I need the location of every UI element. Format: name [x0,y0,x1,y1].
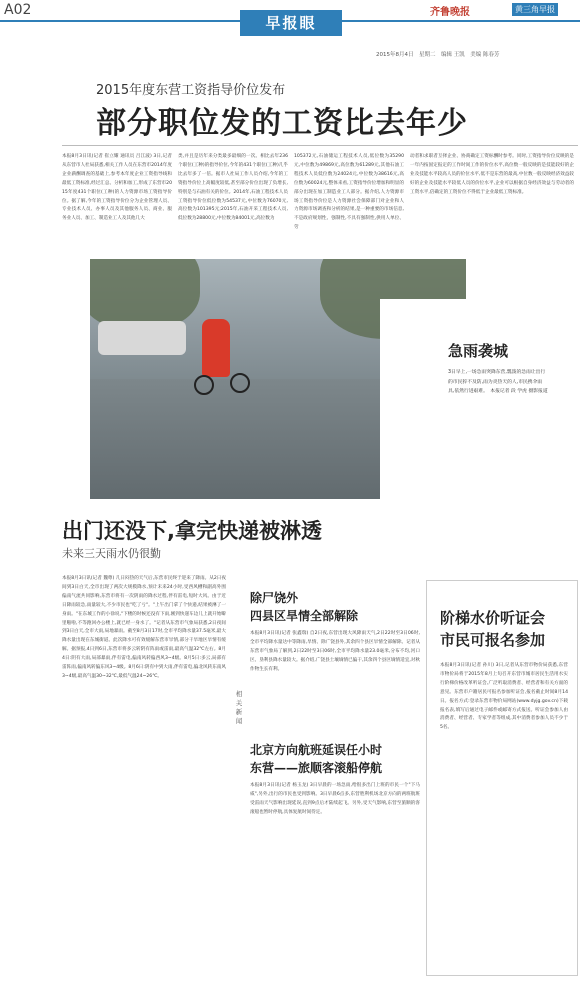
related-news-label: 相关新闻 [235,690,243,725]
photo-caption-text: 3日早上,一场急雨突降东营,瓢泼的急雨让出行的市民猝不及防,雨为炎热天的人,市民携伞雨具,依然行进艰难。 本报记者 段 学虎 摄影报道 [448,370,548,394]
article2-subtitle: 未来三天雨水仍很勤 [62,547,161,560]
page-number: A02 [4,2,32,18]
article1-subtitle: 2015年度东营工资指导价位发布 [96,83,286,98]
article4-title-line1: 北京方向航班延误任小时 [250,743,383,757]
rider-shape [202,319,230,377]
article5-title-line1: 阶梯水价听证会 [440,609,546,627]
divider [62,145,578,146]
article1-col2: 类,并且是历年来分类最多最细的一次。相比去年236个职位(工种)的指导价位,今年的431个职位(工种)几乎比去年多了一倍。据市人社局工作人员介绍,今年的工资指导价位上高幅度较低,甚至部分价位出现了负增长,特别是与石油有关的价位。2014年,石油工程技术人员工资指导价位低位数为54537元,中位数为76070元,高位数为101395元;2015年,石油开采工程技术人员,低位数为28800元,中位数为84001元,高位数为 [178,154,288,222]
section-title: 早报眼 [240,10,342,36]
rain-photo [90,259,466,499]
tree-shape [90,259,200,329]
article3-title-line1: 除尸饶外 [250,591,299,605]
article1-col1: 本报8月3日讯(记者 崔立耀 通讯员 吕江波) 3日,记者从东营市人社局获悉,相关工作人员在东营市2014年度企业薪酬调查的基础上,参考本年度企业工资指导线和最低工资标准,经过汇总、分析和加工,形成了东营市2015年度431个职位(工种)的人力资源市场工资指导价位。据了解,今年的工资指导价位分为企业管理人员、专业技术人员、办事人员及其他服务人员、商业、服务业人员、加工、制造业工人及其他几大 [62,154,172,222]
article2-body: 本报8月3日讯(记者 魏尊) 几日闷热的天气后,东营市民终于迎来了降雨。从2日夜间到3日白天,全市出现了两次大规模降水,预计未来24小时,受西风槽和副高外围偏南气流共同影响,东营市将有一次阴雨的降水过程,伴有雷电,短时大风。由于近日降雨较急,雨量较大,不少市民也"吃了亏"。"上午出门拿了个快递,结果被淋了一身雨。"在东城工作的小徐说,"下楼的时候还没有下雨,刚到快递车边儿上就开始噼里啪啦,不等跑回办公楼上,就已经一身水了。"记者从东营市气象局获悉,2日夜间到3日白天,全市大雨,局地暴雨。截至8月3日17时,全市平均降水量37.5毫米,最大降水量出现在东城街道。此次降水可有效缓解东营市旱情,部分干旱地区旱情有缓解。据预报,4日到6日,东营市将多云转阴有阵雨或雷雨,最高气温32℃左右。8月4日:阴有大雨,局部暴雨,伴有雷电,偏南风转偏西风3~4级。8月5日:多云,局部有雷阵雨,偏南风转偏东风3~4级。8月6日:阴有中到大雨,伴有雷电,偏北风转东南风3~4级,最高气温30~32℃,最低气温24~26℃。 [62,576,226,679]
newspaper-logo-tag: 黄三角早报 [512,3,558,16]
article1-title: 部分职位发的工资比去年少 [96,106,468,141]
article5-body: 本报8月3日讯(记者 孙川) 3日,记者从东营市物价局获悉,东营市物价局将于2015年8月上旬召开东营市城市居民生活用水实行阶梯价格改革听证会,广泛听取消费者、经营者和有关方面的意见。东营市户籍居民可报名参加听证会,报名截止时间8月14日。报名方式:登录东营市物价局网站(www.dyjg.gov.cn)下载报名表,填写后通过电子邮件或邮寄方式报送。听证会参加人由消费者、经营者、专家学者等组成,其中消费者参加人员不少于5名。 [440,663,568,731]
article1-col3: 105372元,石油储运工程技术人员,低位数为35290元,中位数为49869元,高位数为61289元,其他石油工程技术人员低位数为24024元,中位数为38616元,高位数为60024元,整体来看,工资指导价位增加和明显的部分出现在加工制造业工人部分。据介绍,人力资源市场工资指导价位是人力资源社会保障部门对企业和人力资源市场调查和分析的结果,是一种重要的市场信息,不是政府规划性、强制性,不具有强制性,供用人单位、劳 [294,154,404,231]
wheel-shape [230,373,250,393]
article4-title-line2: 东营——旅顺客滚船停航 [250,761,383,775]
article2-title: 出门还没下,拿完快递被淋透 [62,519,322,543]
caption-panel [380,299,466,499]
photo-caption-title: 急雨袭城 [448,342,509,360]
newspaper-logo: 齐鲁晚报 [430,7,470,18]
article3-body: 本报8月3日讯(记者 张鑫瑞) 自2日夜,东营出现大风降雨天气,2日22时至3日06时,全市平均降水量达中等降雨,旱情、除广饶县外,其余四个县区旱情全部解除。记者从东营市气象局了解到,2日22时至3日06时,全市平均降水量23.0毫米,分布不均,河口区、垦利县降水量较大。据介绍,广饶县土壤墒情已偏干,其余四个县区墒情适宜,对秋作物生长有利。 [250,631,420,672]
issue-info: 2015年8月4日 星期二 编辑 王凯 美编 陈春芳 [376,52,500,58]
car-shape [98,321,186,355]
article4-body: 本报8月3日讯(记者 杨玉龙) 3日早晨的一场急雨,给很多出门上班的市民一个"下马威",另外,出行的市民也受到影响。3日早晨6点多,东营胜利机场北京方向的两班航班受雷雨天气影响出现延误,直到9点后才陆续起飞。另外,受天气影响,东营至旅顺的客滚船也暂时停航,具体复航时间待定。 [250,783,420,815]
article1-col4: 动者和求职者互择企业、协商确定工资标酬时参考。同时,工资指导价位反映的是一年内按固定报定的工作时间工作的价位水平,高位数一般反映的是技能较好的企业及技能水平较高人员的价位水平,低不是东营的最高,中位数一般反映经济效益较好的企业及技能水平较低人员的价位水平,企业可以根据自身经济效益与劳动者的工资水平,倍确定的工资价位不得低于企业最低工资标准。 [410,154,574,195]
article5-title-line2: 市民可报名参加 [440,631,546,649]
wheel-shape [194,375,214,395]
article3-title-line2: 四县区旱情全部解除 [250,609,359,623]
